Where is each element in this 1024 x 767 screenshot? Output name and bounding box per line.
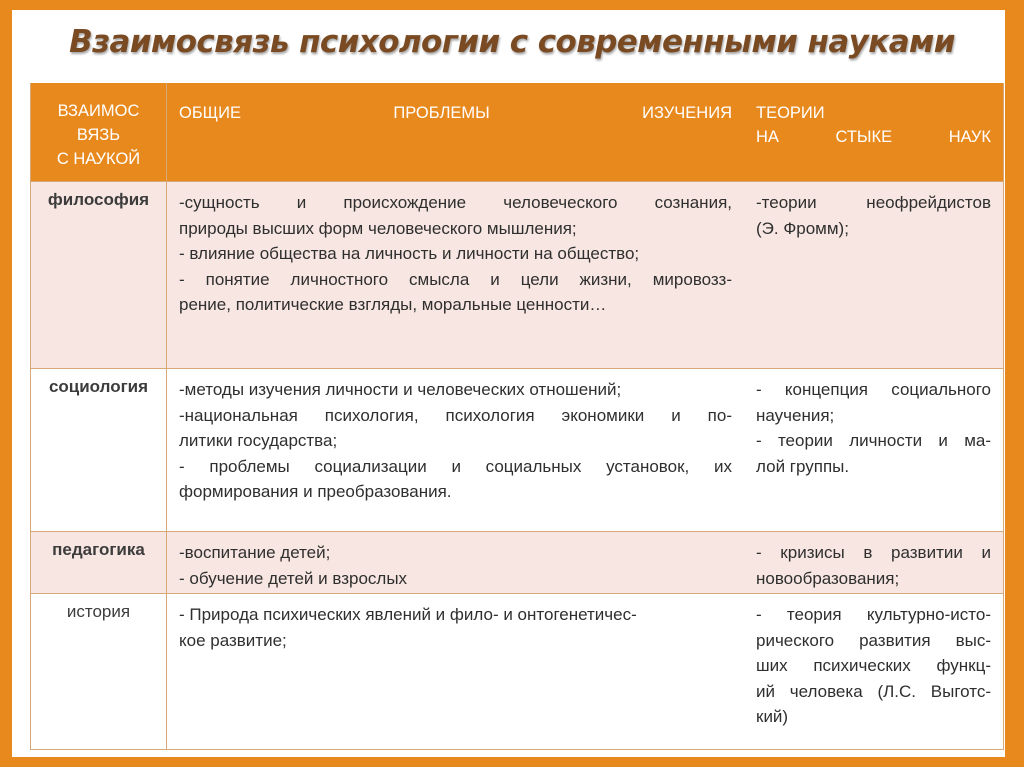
theories-cell: [742, 182, 1001, 368]
table-row: [31, 593, 1003, 749]
table-row: [31, 368, 1003, 531]
cell-line: рение, политические взгляды, моральные ценности…: [179, 295, 607, 314]
cell-line: научения;: [756, 405, 835, 425]
cell-line: - теория культурно-исто-: [756, 605, 991, 624]
theories-cell: [742, 594, 1001, 749]
slide: [12, 10, 1005, 757]
science-cell: история: [31, 594, 167, 749]
problems-cell: [167, 182, 742, 368]
problems-cell: [167, 369, 742, 531]
relations-table: [30, 83, 1004, 750]
cell-line: природы высших форм человеческого мышления;: [179, 218, 577, 238]
science-cell: философия: [31, 182, 167, 368]
header-text: С НАУКОЙ: [56, 150, 141, 168]
cell-line: - понятие личностного смысла и цели жизни, мировозз-: [179, 269, 732, 289]
cell-line: - кризисы в развитии и: [756, 543, 991, 562]
cell-line: -национальная психология, психология экономики и по-: [179, 405, 732, 425]
science-cell: педагогика: [31, 532, 167, 593]
header-text: ОБЩИЕ ПРОБЛЕМЫ ИЗУЧЕНИЯ: [179, 104, 732, 122]
cell-line: рического развития выс-: [756, 630, 991, 650]
header-text: ВЗАИМОС: [57, 102, 140, 120]
cell-line: лой группы.: [756, 456, 850, 476]
problems-cell: [167, 594, 742, 749]
table-row: [31, 181, 1003, 368]
table-row: [31, 531, 1003, 593]
cell-line: ших психических функц-: [756, 656, 991, 675]
cell-line: новообразования;: [756, 568, 900, 588]
cell-line: -воспитание детей;: [179, 543, 331, 562]
header-science: [31, 83, 167, 181]
science-cell: социология: [31, 369, 167, 531]
header-text: ТЕОРИИ: [756, 104, 825, 122]
cell-line: - влияние общества на личность и личности на общество;: [179, 244, 640, 263]
cell-line: (Э. Фромм);: [756, 218, 849, 238]
header-text: ВЯЗЬ: [76, 126, 121, 144]
cell-line: -сущность и происхождение человеческого сознания,: [179, 193, 732, 212]
problems-cell: [167, 532, 742, 593]
theories-cell: [742, 532, 1001, 593]
cell-line: - проблемы социализации и социальных установок, их: [179, 456, 732, 476]
cell-line: - теории личности и ма-: [756, 431, 991, 450]
header-problems: [167, 83, 742, 181]
cell-line: - Природа психических явлений и фило- и онтогенетичес-: [179, 605, 637, 624]
table-header-row: [31, 83, 1003, 181]
cell-line: кое развитие;: [179, 630, 287, 650]
header-theories: [742, 83, 1001, 181]
cell-line: -теории неофрейдистов: [756, 193, 991, 212]
cell-line: литики государства;: [179, 431, 338, 450]
cell-line: -методы изучения личности и человеческих отношений;: [179, 380, 622, 399]
header-text: НА СТЫКЕ НАУК: [756, 128, 991, 146]
slide-title: Взаимосвязь психологии с современными науками: [69, 24, 955, 60]
cell-line: кий): [756, 707, 789, 726]
theories-cell: [742, 369, 1001, 531]
cell-line: ий человека (Л.С. Выготс-: [756, 681, 991, 701]
cell-line: - концепция социального: [756, 380, 991, 399]
cell-line: формирования и преобразования.: [179, 482, 452, 501]
cell-line: - обучение детей и взрослых: [179, 568, 408, 588]
